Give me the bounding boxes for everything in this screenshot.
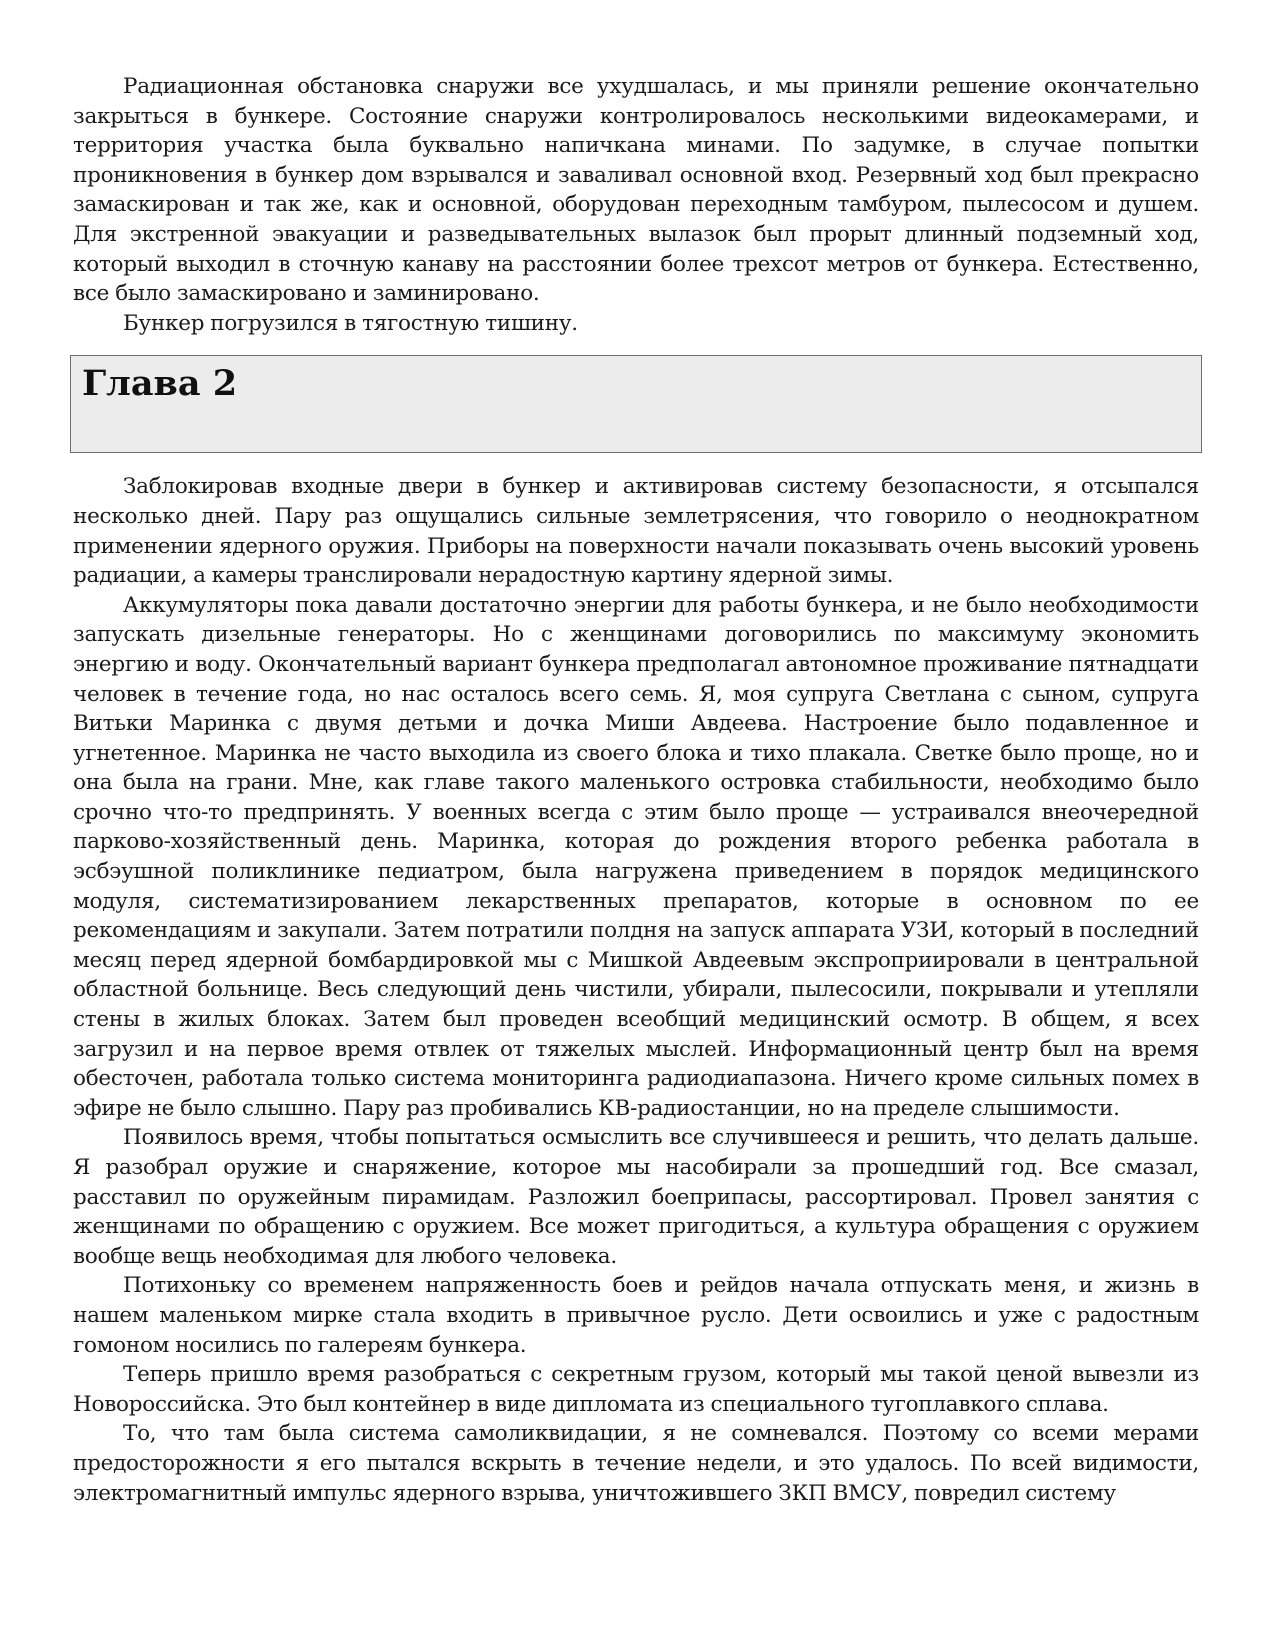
paragraph-self-destruct: То, что там была система самоликвидации, я не сомневался. Поэтому со всеми мерами предосторожности я его пытался вскрыть в течение недели, и это удалось. По всей видимости, электромагнитный импульс ядерного взрыва, уничтожившего ЗКП ВМСУ, повредил систему <box>73 1421 1199 1506</box>
paragraph-silence: Бункер погрузился в тягостную тишину. <box>123 310 578 336</box>
paragraph-batteries: Аккумуляторы пока давали достаточно энергии для работы бункера, и не было необходимости запускать дизельные генераторы. Но с женщинами договорились по максимуму экономить энергию и воду. Окончательный вариант бункера предполагал автономное проживание пятнадцати человек в течение года, но нас осталось всего семь. Я, моя супруга Светлана с сыном, супруга Витьки Маринка с двумя детьми и дочка Миши Авдеева. Настроение было подавленное и угнетенное. Маринка не часто выходила из своего блока и тихо плакала. Светке было проще, но и она была на грани. Мне, как главе такого маленького островка стабильности, необходимо было срочно что-то предпринять. У военных всегда с этим было проще — устраивался внеочередной парково-хозяйственный день. Маринка, которая до рождения второго ребенка работала в эсбэушной поликлинике педиатром, была нагружена приведением в порядок медицинского модуля, систематизированием лекарственных препаратов, которые в основном по ее рекомендациям и закупали. Затем потратили полдня на запуск аппарата УЗИ, который в последний месяц перед ядерной бомбардировкой мы с Мишкой Авдеевым экспроприировали в центральной областной больнице. Весь следующий день чистили, убирали, пылесосили, покрывали и утепляли стены в жилых блоках. Затем был проведен всеобщий медицинский осмотр. В общем, я всех загрузил и на первое время отвлек от тяжелых мыслей. Информационный центр был на время обесточен, работала только система мониторинга радиодиапазона. Ничего кроме сильных помех в эфире не было слышно. Пару раз пробивались КВ-радиостанции, но на пределе слышимости. <box>73 592 1199 1121</box>
paragraph-lockdown: Заблокировав входные двери в бункер и активировав систему безопасности, я отсыпался несколько дней. Пару раз ощущались сильные землетрясения, что говорило о неоднократном применении ядерного оружия. Приборы на поверхности начали показывать очень высокий уровень радиации, а камеры транслировали нерадостную картину ядерной зимы. <box>73 474 1199 589</box>
chapter-heading-box <box>70 355 1202 453</box>
chapter-title: Глава 2 <box>82 363 238 405</box>
paragraph-weapons: Появилось время, чтобы попытаться осмыслить все случившееся и решить, что делать дальше. Я разобрал оружие и снаряжение, которое мы насобирали за прошедший год. Все смазал, расставил по оружейным пирамидам. Разложил боеприпасы, рассортировал. Провел занятия с женщинами по обращению с оружием. Все может пригодиться, а культура обращения с оружием вообще вещь необходимая для любого человека. <box>73 1125 1199 1269</box>
paragraph-radiation: Радиационная обстановка снаружи все ухудшалась, и мы приняли решение окончательно закрыться в бункере. Состояние снаружи контролировалось несколькими видеокамерами, и территория участка была буквально напичкана минами. По задумке, в случае попытки проникновения в бункер дом взрывался и заваливал основной вход. Резервный ход был прекрасно замаскирован и так же, как и основной, оборудован переходным тамбуром, пылесосом и душем. Для экстренной эвакуации и разведывательных вылазок был прорыт длинный подземный ход, который выходил в сточную канаву на расстоянии более трехсот метров от бункера. Естественно, все было замаскировано и заминировано. <box>73 74 1199 307</box>
document-page <box>73 72 1199 1508</box>
paragraph-routine: Потихоньку со временем напряженность боев и рейдов начала отпускать меня, и жизнь в нашем маленьком мирке стала входить в привычное русло. Дети освоились и уже с радостным гомоном носились по галереям бункера. <box>73 1273 1199 1358</box>
paragraph-cargo: Теперь пришло время разобраться с секретным грузом, который мы такой ценой вывезли из Новороссийска. Это был контейнер в виде дипломата из специального тугоплавкого сплава. <box>73 1362 1199 1417</box>
